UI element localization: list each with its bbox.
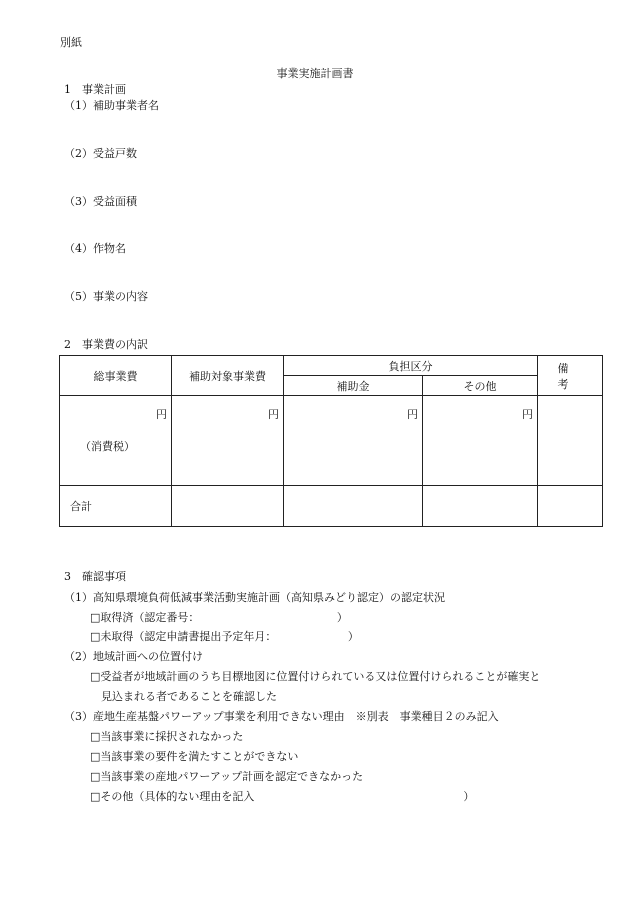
cell-subsidy: 円 xyxy=(284,396,423,486)
header-subsidy: 補助金 xyxy=(284,376,423,396)
check-item-3-other: □その他（具体的ない理由を記入 ） xyxy=(90,790,475,803)
total-row-label: 合計 xyxy=(60,486,172,527)
header-target-cost: 補助対象事業費 xyxy=(172,356,284,396)
section1-heading: 1 事業計画 xyxy=(64,83,126,96)
item-content: （5）事業の内容 xyxy=(64,290,148,303)
header-remarks: 備 考 xyxy=(538,356,603,396)
total-subsidy xyxy=(284,486,423,527)
cell-remarks xyxy=(538,396,603,486)
check-item-3-not-selected: □当該事業に採択されなかった xyxy=(90,730,244,743)
attachment-label: 別紙 xyxy=(60,36,82,49)
tax-label: （消費税） xyxy=(80,440,135,453)
check-item-2: （2）地域計画への位置付け xyxy=(64,650,203,663)
yen-unit: 円 xyxy=(156,408,167,421)
check-item-2-confirm-line1: □受益者が地域計画のうち目標地図に位置付けられている又は位置付けられることが確実と xyxy=(90,670,541,683)
check-item-1: （1）高知県環境負荷低減事業活動実施計画（高知県みどり認定）の認定状況 xyxy=(64,591,445,604)
total-remarks xyxy=(538,486,603,527)
cell-total-cost xyxy=(60,396,172,486)
item-households: （2）受益戸数 xyxy=(64,147,137,160)
check-item-3: （3）産地生産基盤パワーアップ事業を利用できない理由 ※別表 事業種目２のみ記入 xyxy=(64,710,499,723)
item-applicant-name: （1）補助事業者名 xyxy=(64,99,159,112)
header-burden: 負担区分 xyxy=(284,356,538,376)
total-target-cost xyxy=(172,486,284,527)
item-area: （3）受益面積 xyxy=(64,195,137,208)
check-item-2-confirm-line2: 見込まれる者であることを確認した xyxy=(101,690,277,703)
cost-breakdown-table xyxy=(59,355,608,527)
cell-other: 円 xyxy=(423,396,538,486)
total-other xyxy=(423,486,538,527)
cell-target-cost: 円 xyxy=(172,396,284,486)
document-title: 事業実施計画書 xyxy=(276,67,354,80)
check-item-3-plan-not-approved: □当該事業の産地パワーアップ計画を認定できなかった xyxy=(90,770,364,783)
check-item-1-not-obtained: □未取得（認定申請書提出予定年月： ） xyxy=(90,630,359,643)
header-other: その他 xyxy=(423,376,538,396)
header-total-cost: 総事業費 xyxy=(60,356,172,396)
section3-heading: 3 確認事項 xyxy=(64,570,126,583)
check-item-1-obtained: □取得済（認定番号： ） xyxy=(90,611,348,624)
section2-heading: 2 事業費の内訳 xyxy=(64,338,148,351)
check-item-3-requirements: □当該事業の要件を満たすことができない xyxy=(90,750,299,763)
item-crop: （4）作物名 xyxy=(64,242,126,255)
